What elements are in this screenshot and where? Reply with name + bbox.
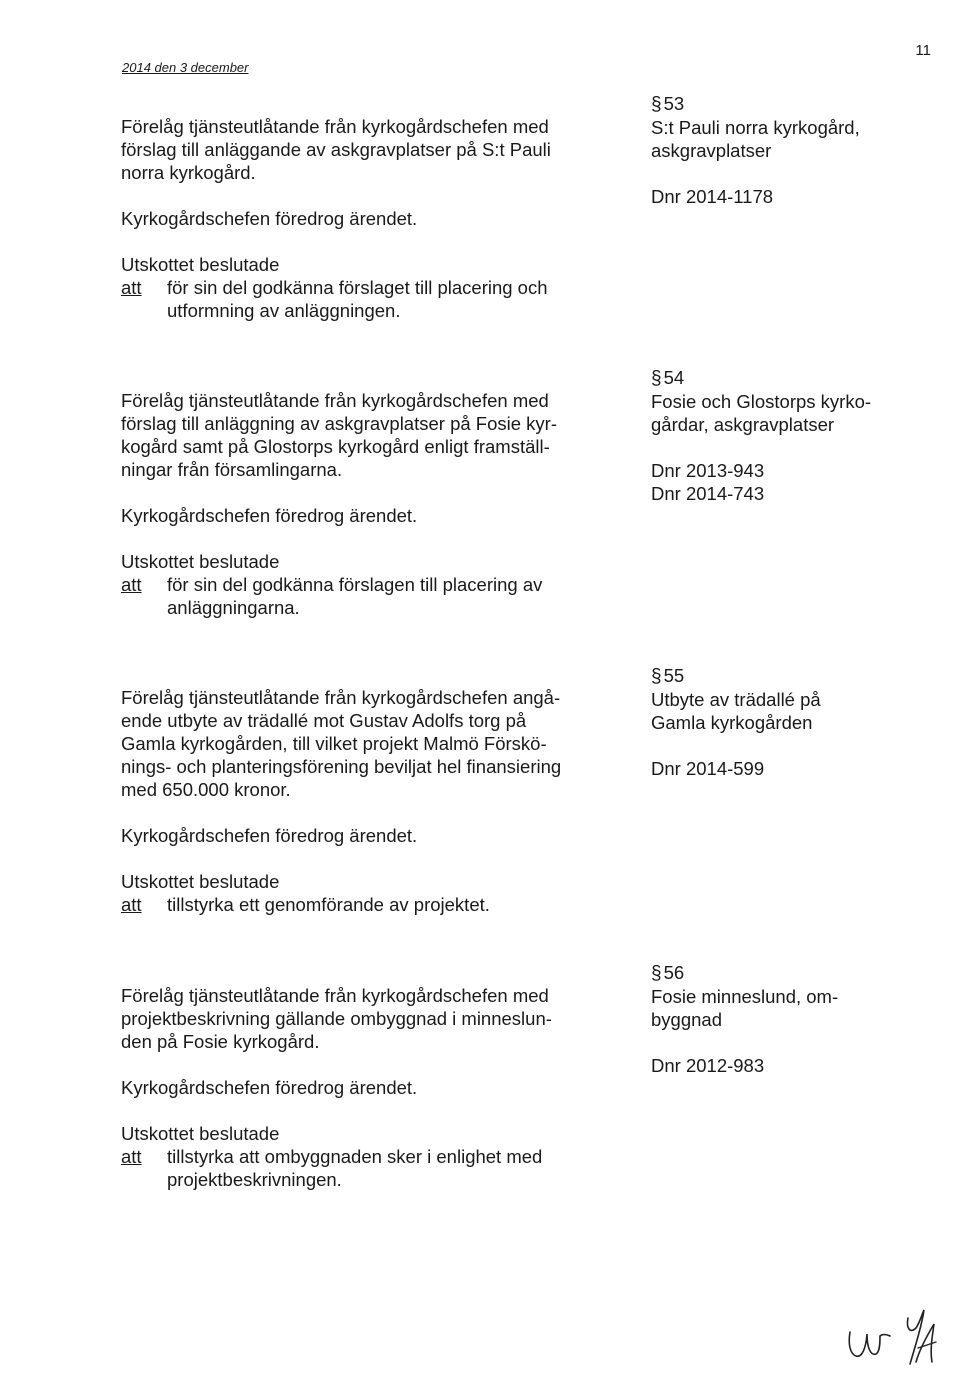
section-body [121,984,605,1191]
section-body [121,115,605,322]
dnr: Dnr 2014-743 [651,483,765,504]
proposal-line: Förelåg tjänsteutlåtande från kyrkogårdschefen med [121,116,549,137]
section-body [121,686,605,916]
dnr: Dnr 2014-599 [651,758,765,779]
proposal-line: Förelåg tjänsteutlåtande från kyrkogårdschefen angå- [121,687,561,708]
decision-line: anläggningarna. [167,597,300,618]
proposal-line: med 650.000 kronor. [121,779,291,800]
decision [121,276,605,322]
proposal-line: förslag till anläggande av askgravplatser på S:t Pauli [121,139,551,160]
decided-text: Utskottet beslutade [121,871,280,892]
decision [121,1145,605,1191]
section-title-line: Utbyte av trädallé på [651,689,821,710]
dnr: Dnr 2013-943 [651,460,765,481]
decision-line: tillstyrka att ombyggnaden sker i enlighet med [167,1146,543,1167]
decision [121,893,605,916]
section-heading [651,366,881,505]
section-number: § 53 [651,93,685,115]
proposal-line: den på Fosie kyrkogård. [121,1031,320,1052]
section-title-line: Gamla kyrkogården [651,712,813,733]
decision-line: tillstyrka ett genomförande av projektet. [167,894,490,915]
section-title-line: Fosie och Glostorps kyrko- [651,391,872,412]
decision-line: projektbeskrivningen. [167,1169,342,1190]
presented-text: Kyrkogårdschefen föredrog ärendet. [121,825,418,846]
proposal-line: projektbeskrivning gällande ombyggnad i minneslun- [121,1008,552,1029]
decision-line: för sin del godkänna förslaget till placering och [167,277,548,298]
decision [121,573,605,619]
decided-text: Utskottet beslutade [121,1123,280,1144]
proposal-line: kogård samt på Glostorps kyrkogård enligt framställ- [121,436,550,457]
decision-line: för sin del godkänna förslagen till placering av [167,574,543,595]
proposal-line: nings- och planteringsförening beviljat hel finansiering [121,756,562,777]
dnr: Dnr 2014-1178 [651,186,774,207]
proposal-line: Gamla kyrkogården, till vilket projekt Malmö Förskö- [121,733,547,754]
decision-line: utformning av anläggningen. [167,300,401,321]
section-title-line: byggnad [651,1009,722,1030]
paragraph-symbol: § [651,94,662,115]
section-number: § 56 [651,962,685,984]
proposal-line: Förelåg tjänsteutlåtande från kyrkogårdschefen med [121,985,549,1006]
section-heading [651,664,881,780]
section-title-line: askgravplatser [651,140,772,161]
section-title-line: S:t Pauli norra kyrkogård, [651,117,860,138]
dnr: Dnr 2012-983 [651,1055,765,1076]
att-label: att [121,894,142,915]
proposal-line: ende utbyte av trädallé mot Gustav Adolfs torg på [121,710,527,731]
page-date: 2014 den 3 december [122,60,249,75]
paragraph-symbol: § [651,963,662,984]
section-body [121,389,605,619]
section-heading [651,92,881,208]
page-number: 11 [915,42,931,59]
proposal-line: ningar från församlingarna. [121,459,343,480]
section-number: § 55 [651,665,685,687]
decided-text: Utskottet beslutade [121,254,280,275]
decided-text: Utskottet beslutade [121,551,280,572]
att-label: att [121,574,142,595]
paragraph-symbol: § [651,666,662,687]
section-title-line: Fosie minneslund, om- [651,986,839,1007]
presented-text: Kyrkogårdschefen föredrog ärendet. [121,1077,418,1098]
proposal-line: förslag till anläggning av askgravplatser på Fosie kyr- [121,413,557,434]
presented-text: Kyrkogårdschefen föredrog ärendet. [121,505,418,526]
proposal-line: Förelåg tjänsteutlåtande från kyrkogårdschefen med [121,390,549,411]
presented-text: Kyrkogårdschefen föredrog ärendet. [121,208,418,229]
section-number: § 54 [651,367,685,389]
section-heading [651,961,881,1077]
paragraph-symbol: § [651,368,662,389]
handwritten-initials-signature [836,1304,946,1374]
proposal-line: norra kyrkogård. [121,162,256,183]
att-label: att [121,1146,142,1167]
section-title-line: gårdar, askgravplatser [651,414,835,435]
att-label: att [121,277,142,298]
